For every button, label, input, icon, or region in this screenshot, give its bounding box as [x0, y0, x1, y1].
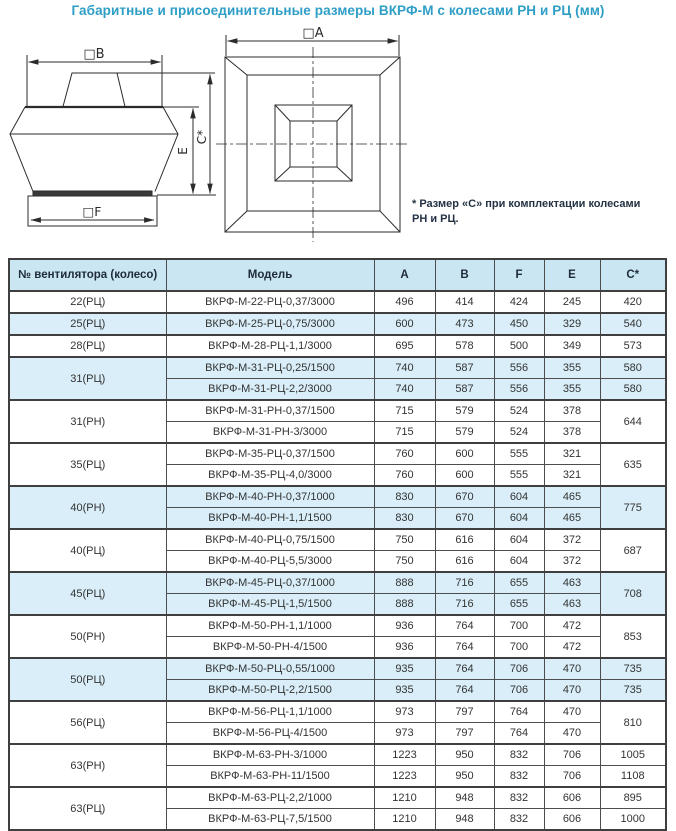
- dim-a-cell: 973: [374, 723, 435, 745]
- dim-a-cell: 830: [374, 486, 435, 508]
- wheel-cell: 31(РН): [9, 400, 166, 443]
- wheel-cell: 40(РН): [9, 486, 166, 529]
- dim-f-cell: 555: [494, 443, 544, 465]
- dim-f-cell: 832: [494, 766, 544, 788]
- dim-e-cell: 355: [544, 379, 600, 401]
- model-cell: ВКРФ-М-63-РЦ-7,5/1500: [166, 809, 374, 831]
- wheel-cell: 31(РЦ): [9, 357, 166, 400]
- dim-b-cell: 950: [435, 766, 494, 788]
- dim-a-cell: 695: [374, 335, 435, 357]
- dim-a-cell: 600: [374, 313, 435, 335]
- dim-b-cell: 473: [435, 313, 494, 335]
- dim-b-cell: 579: [435, 422, 494, 444]
- table-row: [9, 486, 666, 508]
- wheel-cell: 25(РЦ): [9, 313, 166, 335]
- dim-e-cell: 378: [544, 422, 600, 444]
- dim-c-cell: 708: [600, 572, 666, 615]
- dim-c-cell: 573: [600, 335, 666, 357]
- dim-a-cell: 750: [374, 529, 435, 551]
- dim-e-cell: 606: [544, 787, 600, 809]
- model-cell: ВКРФ-М-22-РЦ-0,37/3000: [166, 291, 374, 313]
- dim-c-cell: 853: [600, 615, 666, 658]
- dim-c-cell: 895: [600, 787, 666, 809]
- model-cell: ВКРФ-М-63-РН-3/1000: [166, 744, 374, 766]
- dim-b-cell: 948: [435, 809, 494, 831]
- dim-a-cell: 936: [374, 615, 435, 637]
- table-row: [9, 443, 666, 465]
- dim-f-cell: 706: [494, 658, 544, 680]
- dim-c-cell: 644: [600, 400, 666, 443]
- dim-f-cell: 832: [494, 787, 544, 809]
- dim-b-cell: 600: [435, 443, 494, 465]
- dim-b-cell: 616: [435, 551, 494, 573]
- dim-f-cell: 556: [494, 379, 544, 401]
- dim-e-cell: 706: [544, 766, 600, 788]
- dim-b-cell: 948: [435, 787, 494, 809]
- dim-a-cell: 830: [374, 508, 435, 530]
- dim-e-cell: 465: [544, 486, 600, 508]
- dim-e-cell: 465: [544, 508, 600, 530]
- table-row: [9, 658, 666, 680]
- wheel-cell: 63(РЦ): [9, 787, 166, 830]
- model-cell: ВКРФ-М-45-РЦ-1,5/1500: [166, 594, 374, 616]
- dim-a-cell: 1223: [374, 766, 435, 788]
- header-dim-b: B: [435, 259, 494, 291]
- dim-f-cell: 700: [494, 615, 544, 637]
- dim-c-label: C*: [195, 129, 209, 145]
- dim-e-cell: 321: [544, 443, 600, 465]
- dim-f-cell: 556: [494, 357, 544, 379]
- dim-f-cell: 700: [494, 637, 544, 659]
- model-cell: ВКРФ-М-35-РЦ-0,37/1500: [166, 443, 374, 465]
- dim-f-cell: 555: [494, 465, 544, 487]
- model-cell: ВКРФ-М-31-РЦ-0,25/1500: [166, 357, 374, 379]
- dim-f-cell: 604: [494, 529, 544, 551]
- dim-c-cell: 810: [600, 701, 666, 744]
- dim-a-cell: 740: [374, 357, 435, 379]
- dim-c-cell: 775: [600, 486, 666, 529]
- wheel-cell: 28(РЦ): [9, 335, 166, 357]
- dim-f-cell: 832: [494, 809, 544, 831]
- dim-a-cell: 1210: [374, 809, 435, 831]
- dim-b-cell: 670: [435, 508, 494, 530]
- dim-b-cell: 578: [435, 335, 494, 357]
- dim-c-cell: 1005: [600, 744, 666, 766]
- dim-e-label: E: [176, 147, 190, 155]
- dim-b-cell: 716: [435, 594, 494, 616]
- dim-c-cell: 540: [600, 313, 666, 335]
- dim-c-cell: 687: [600, 529, 666, 572]
- dim-e-cell: 378: [544, 400, 600, 422]
- dim-a-cell: 1210: [374, 787, 435, 809]
- dim-f-cell: 500: [494, 335, 544, 357]
- dim-e-cell: 372: [544, 551, 600, 573]
- model-cell: ВКРФ-М-45-РЦ-0,37/1000: [166, 572, 374, 594]
- dim-a-cell: 740: [374, 379, 435, 401]
- footnote: * Размер «С» при комплектации колесами РН и РЦ.: [412, 198, 641, 225]
- top-view-drawing: [216, 35, 409, 242]
- dim-f-cell: 604: [494, 486, 544, 508]
- dim-e-cell: 470: [544, 658, 600, 680]
- dim-c-cell: 1000: [600, 809, 666, 831]
- dim-a-cell: 936: [374, 637, 435, 659]
- dim-f-cell: 655: [494, 594, 544, 616]
- dim-b-cell: 797: [435, 723, 494, 745]
- dim-e-cell: 606: [544, 809, 600, 831]
- table-row: [9, 744, 666, 766]
- dim-f-cell: 524: [494, 400, 544, 422]
- dim-e-cell: 245: [544, 291, 600, 313]
- dim-a-cell: 935: [374, 680, 435, 702]
- wheel-cell: 63(РН): [9, 744, 166, 787]
- model-cell: ВКРФ-М-31-РЦ-2,2/3000: [166, 379, 374, 401]
- table-row: [9, 572, 666, 594]
- dim-f-cell: 604: [494, 551, 544, 573]
- page-title: Габаритные и присоединительные размеры ВКРФ-М с колесами РН и РЦ (мм): [71, 3, 605, 18]
- dim-b-cell: 716: [435, 572, 494, 594]
- table-row: [9, 291, 666, 313]
- dim-b-cell: 764: [435, 637, 494, 659]
- dim-a-cell: 496: [374, 291, 435, 313]
- dim-b-label: □B: [83, 47, 105, 62]
- model-cell: ВКРФ-М-63-РН-11/1500: [166, 766, 374, 788]
- model-cell: ВКРФ-М-31-РН-3/3000: [166, 422, 374, 444]
- wheel-cell: 50(РЦ): [9, 658, 166, 701]
- header-dim-c: C*: [600, 259, 666, 291]
- model-cell: ВКРФ-М-40-РЦ-0,75/1500: [166, 529, 374, 551]
- dim-f-cell: 706: [494, 680, 544, 702]
- wheel-cell: 35(РЦ): [9, 443, 166, 486]
- dim-b-cell: 414: [435, 291, 494, 313]
- header-fan-number: № вентилятора (колесо): [9, 259, 166, 291]
- model-cell: ВКРФ-М-50-РН-1,1/1000: [166, 615, 374, 637]
- dim-f-cell: 832: [494, 744, 544, 766]
- dim-a-cell: 750: [374, 551, 435, 573]
- wheel-cell: 40(РЦ): [9, 529, 166, 572]
- dim-b-cell: 764: [435, 615, 494, 637]
- dim-e-cell: 472: [544, 637, 600, 659]
- dim-f-cell: 655: [494, 572, 544, 594]
- dim-b-cell: 797: [435, 701, 494, 723]
- dim-b-cell: 764: [435, 680, 494, 702]
- dim-e-cell: 463: [544, 572, 600, 594]
- dim-f-label: □F: [82, 204, 102, 219]
- model-cell: ВКРФ-М-50-РН-4/1500: [166, 637, 374, 659]
- dim-b-cell: 579: [435, 400, 494, 422]
- dim-c-cell: 420: [600, 291, 666, 313]
- dim-c-cell: 735: [600, 680, 666, 702]
- dim-e-cell: 463: [544, 594, 600, 616]
- dim-c-cell: 635: [600, 443, 666, 486]
- dim-f-cell: 424: [494, 291, 544, 313]
- wheel-cell: 45(РЦ): [9, 572, 166, 615]
- dim-f-cell: 764: [494, 723, 544, 745]
- dim-b-cell: 587: [435, 357, 494, 379]
- dim-e-cell: 372: [544, 529, 600, 551]
- wheel-cell: 50(РН): [9, 615, 166, 658]
- wheel-cell: 56(РЦ): [9, 701, 166, 744]
- table-row: [9, 400, 666, 422]
- dim-b-cell: 950: [435, 744, 494, 766]
- header-dim-f: F: [494, 259, 544, 291]
- model-cell: ВКРФ-М-56-РЦ-4/1500: [166, 723, 374, 745]
- dim-a-cell: 888: [374, 572, 435, 594]
- dim-e-cell: 349: [544, 335, 600, 357]
- dim-c-cell: 580: [600, 379, 666, 401]
- model-cell: ВКРФ-М-28-РЦ-1,1/3000: [166, 335, 374, 357]
- header-model: Модель: [166, 259, 374, 291]
- dim-f-cell: 450: [494, 313, 544, 335]
- table-row: [9, 615, 666, 637]
- dim-c-cell: 580: [600, 357, 666, 379]
- dim-a-cell: 888: [374, 594, 435, 616]
- dim-f-cell: 604: [494, 508, 544, 530]
- dim-e-cell: 470: [544, 680, 600, 702]
- table-row: [9, 701, 666, 723]
- model-cell: ВКРФ-М-40-РН-0,37/1000: [166, 486, 374, 508]
- dim-c-cell: 735: [600, 658, 666, 680]
- model-cell: ВКРФ-М-50-РЦ-2,2/1500: [166, 680, 374, 702]
- model-cell: ВКРФ-М-31-РН-0,37/1500: [166, 400, 374, 422]
- model-cell: ВКРФ-М-63-РЦ-2,2/1000: [166, 787, 374, 809]
- dim-a-cell: 760: [374, 465, 435, 487]
- side-view-drawing: [10, 55, 216, 226]
- dim-e-cell: 472: [544, 615, 600, 637]
- model-cell: ВКРФ-М-50-РЦ-0,55/1000: [166, 658, 374, 680]
- table-row: [9, 529, 666, 551]
- dim-e-cell: 355: [544, 357, 600, 379]
- dim-b-cell: 600: [435, 465, 494, 487]
- dim-a-label: □A: [302, 26, 324, 41]
- dim-e-cell: 706: [544, 744, 600, 766]
- model-cell: ВКРФ-М-56-РЦ-1,1/1000: [166, 701, 374, 723]
- model-cell: ВКРФ-М-35-РЦ-4,0/3000: [166, 465, 374, 487]
- dim-c-cell: 1108: [600, 766, 666, 788]
- model-cell: ВКРФ-М-40-РЦ-5,5/3000: [166, 551, 374, 573]
- dimensions-table-body: [9, 291, 666, 830]
- dim-a-cell: 715: [374, 422, 435, 444]
- dim-a-cell: 715: [374, 400, 435, 422]
- wheel-cell: 22(РЦ): [9, 291, 166, 313]
- dim-a-cell: 973: [374, 701, 435, 723]
- dim-a-cell: 935: [374, 658, 435, 680]
- model-cell: ВКРФ-М-25-РЦ-0,75/3000: [166, 313, 374, 335]
- dim-b-cell: 587: [435, 379, 494, 401]
- dim-b-cell: 616: [435, 529, 494, 551]
- dim-f-cell: 524: [494, 422, 544, 444]
- table-row: [9, 357, 666, 379]
- header-dim-e: E: [544, 259, 600, 291]
- table-header-row: [9, 259, 666, 291]
- dim-b-cell: 670: [435, 486, 494, 508]
- dim-e-cell: 321: [544, 465, 600, 487]
- dim-e-cell: 329: [544, 313, 600, 335]
- header-dim-a: A: [374, 259, 435, 291]
- dimensions-table: [8, 258, 667, 831]
- table-row: [9, 335, 666, 357]
- dim-a-cell: 1223: [374, 744, 435, 766]
- table-row: [9, 787, 666, 809]
- table-row: [9, 313, 666, 335]
- dim-f-cell: 764: [494, 701, 544, 723]
- dim-e-cell: 470: [544, 701, 600, 723]
- dim-a-cell: 760: [374, 443, 435, 465]
- dim-e-cell: 470: [544, 723, 600, 745]
- dim-b-cell: 764: [435, 658, 494, 680]
- model-cell: ВКРФ-М-40-РН-1,1/1500: [166, 508, 374, 530]
